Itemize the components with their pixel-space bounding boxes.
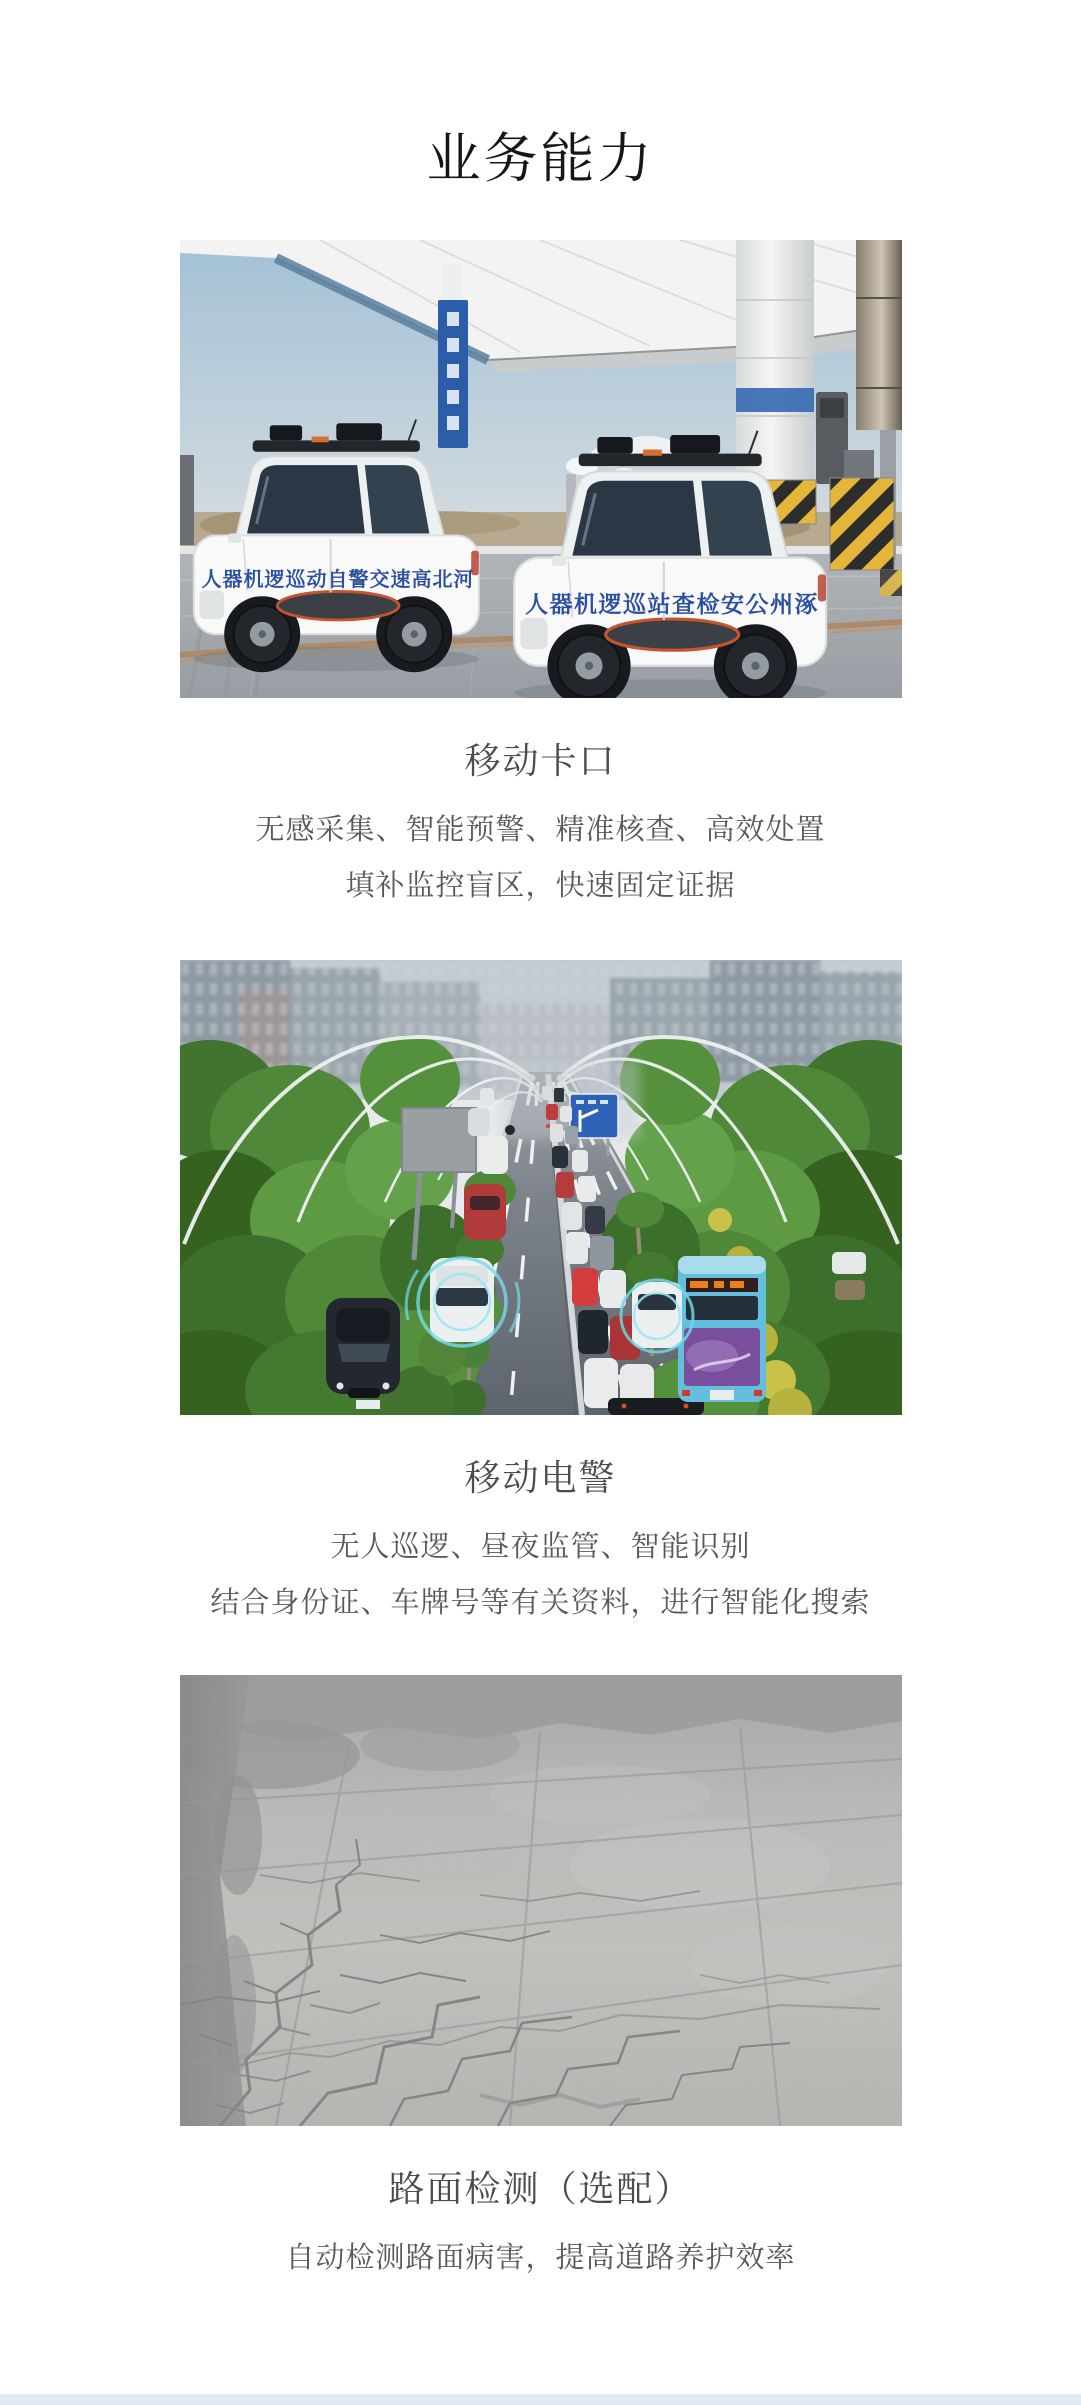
section-road-surface-inspection	[180, 1675, 902, 2286]
pavement-photo	[180, 1675, 902, 2126]
section-caption: 路面检测（选配）	[388, 2168, 693, 2209]
pavement-photo-illustration	[180, 1675, 902, 2126]
footer-bar	[0, 2394, 1081, 2405]
section-desc-line: 无人巡逻、昼夜监管、智能识别	[330, 1531, 751, 1563]
page-title: 业务能力	[426, 129, 655, 189]
hazard-stripe-column	[830, 478, 894, 570]
section-caption: 移动卡口	[464, 740, 617, 781]
section-desc-line: 填补监控盲区，快速固定证据	[345, 870, 736, 902]
checkpoint-photo	[180, 240, 902, 698]
patrol-car-right-livery: 人器机逻巡站查检安公州涿	[524, 591, 819, 617]
section-desc-line: 无感采集、智能预警、精准核查、高效处置	[255, 814, 826, 846]
section-caption: 移动电警	[464, 1457, 617, 1498]
dark-car	[326, 1298, 400, 1409]
section-mobile-checkpoint	[180, 240, 902, 914]
cracked-pavement	[180, 1675, 902, 2126]
checkpoint-photo-illustration	[180, 240, 902, 698]
section-desc-line: 结合身份证、车牌号等有关资料，进行智能化搜索	[210, 1587, 871, 1619]
section-desc-line: 自动检测路面病害，提高道路养护效率	[285, 2242, 796, 2274]
section-mobile-electronic-police	[180, 960, 902, 1631]
epolice-photo	[180, 960, 902, 1415]
red-car	[464, 1184, 506, 1240]
epolice-photo-illustration	[180, 960, 902, 1415]
patrol-car-left-livery: 人器机逻巡动自警交速高北河	[201, 569, 474, 591]
content-column	[180, 240, 902, 2286]
